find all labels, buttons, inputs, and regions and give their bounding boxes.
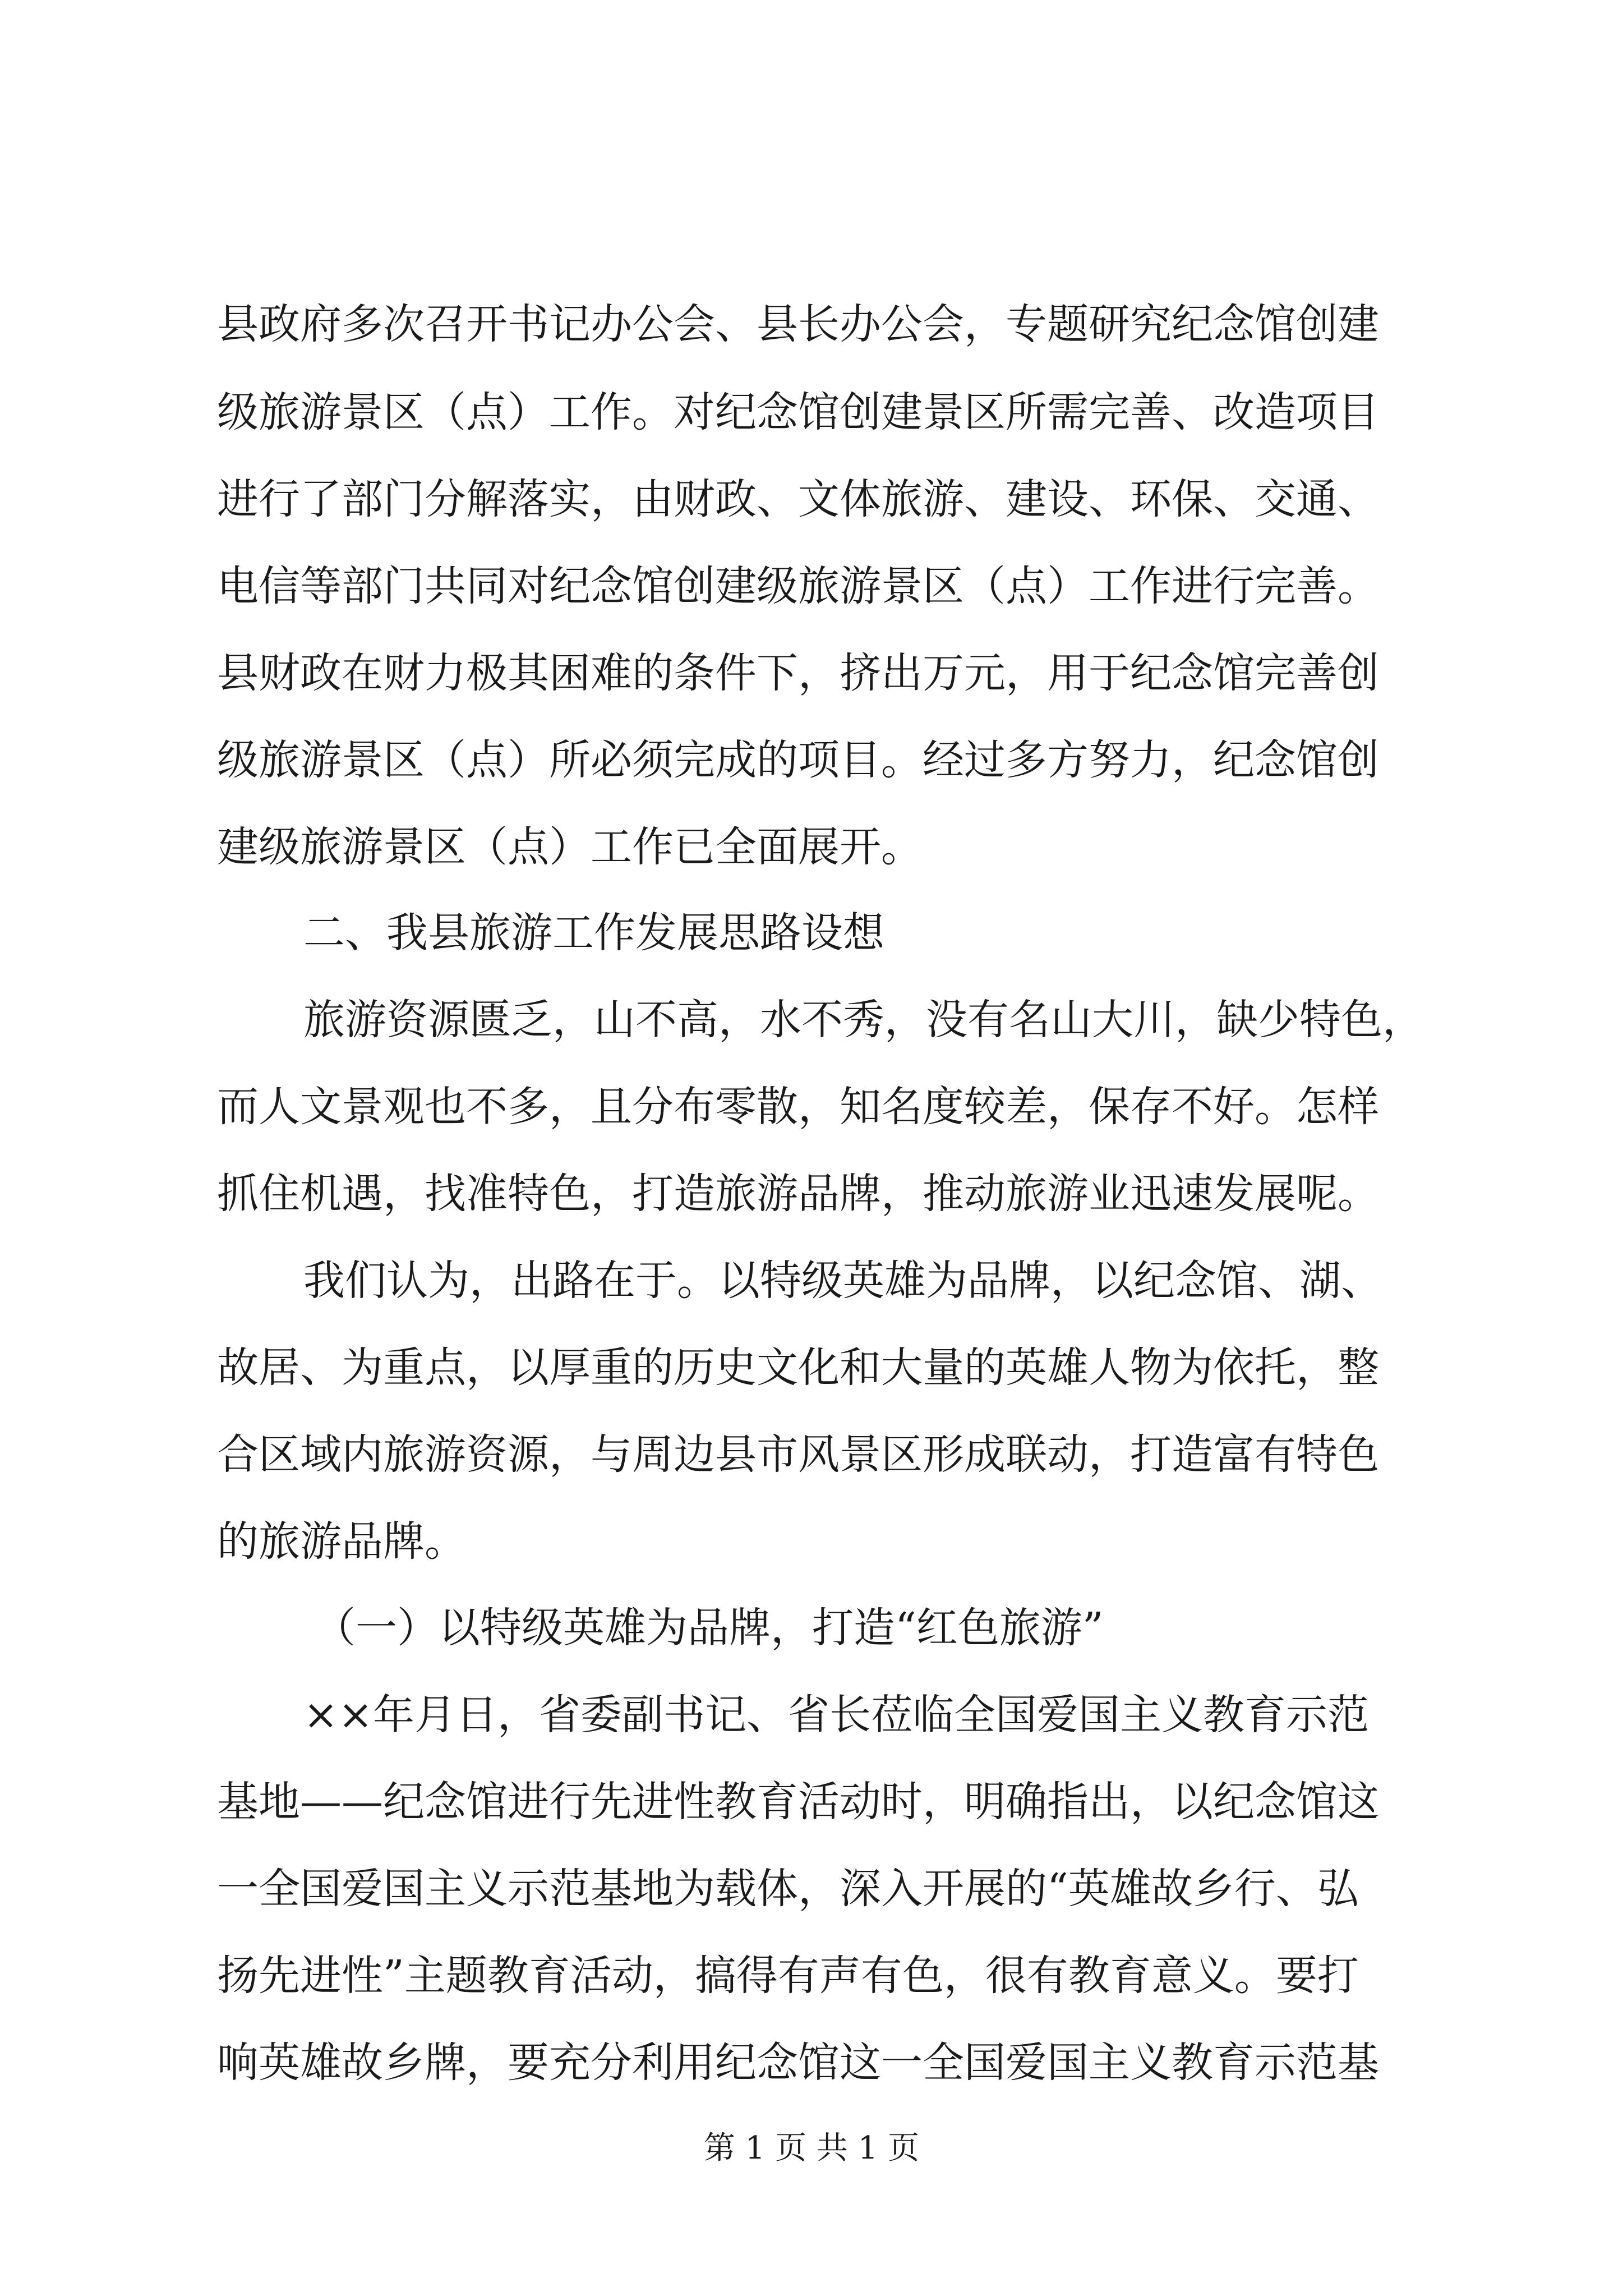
body-line: 建级旅游景区（点）工作已全面展开。 xyxy=(217,823,923,871)
body-line: 进行了部门分解落实，由财政、文体旅游、建设、环保、交通、 xyxy=(217,475,1379,523)
body-line: 县政府多次召开书记办公会、县长办公会，专题研究纪念馆创建 xyxy=(217,300,1379,348)
paragraph-first-line: 我们认为，出路在于。以特级英雄为品牌，以纪念馆、湖、 xyxy=(303,1257,1382,1305)
body-line: 抓住机遇，找准特色，打造旅游品牌，推动旅游业迅速发展呢。 xyxy=(217,1170,1379,1218)
page-footer: 第 1 页 共 1 页 xyxy=(703,2130,920,2166)
body-line: 扬先进性”主题教育活动，搞得有声有色，很有教育意义。要打 xyxy=(217,1952,1359,2000)
body-line: 县财政在财力极其困难的条件下，挤出万元，用于纪念馆完善创 xyxy=(217,649,1379,697)
body-line: 故居、为重点，以厚重的历史文化和大量的英雄人物为依托，整 xyxy=(217,1343,1379,1392)
paragraph-first-line: ××年月日，省委副书记、省长莅临全国爱国主义教育示范 xyxy=(303,1691,1370,1739)
section-heading: 二、我县旅游工作发展思路设想 xyxy=(303,909,884,957)
body-line: 电信等部门共同对纪念馆创建级旅游景区（点）工作进行完善。 xyxy=(217,562,1379,610)
body-line: 级旅游景区（点）所必须完成的项目。经过多方努力，纪念馆创 xyxy=(217,736,1379,784)
body-line: 响英雄故乡牌，要充分利用纪念馆这一全国爱国主义教育示范基 xyxy=(217,2039,1379,2087)
body-line: 的旅游品牌。 xyxy=(217,1517,466,1566)
body-line: 一全国爱国主义示范基地为载体，深入开展的“英雄故乡行、弘 xyxy=(217,1865,1359,1913)
body-line: 级旅游景区（点）工作。对纪念馆创建景区所需完善、改造项目 xyxy=(217,388,1379,436)
subsection-heading: （一）以特级英雄为品牌，打造“红色旅游” xyxy=(314,1604,1104,1652)
body-line: 基地——纪念馆进行先进性教育活动时，明确指出，以纪念馆这 xyxy=(217,1778,1379,1826)
paragraph-first-line: 旅游资源匮乏，山不高，水不秀，没有名山大川，缺少特色， xyxy=(303,996,1424,1044)
body-line: 而人文景观也不多，且分布零散，知名度较差，保存不好。怎样 xyxy=(217,1083,1379,1131)
body-line: 合区域内旅游资源，与周边县市风景区形成联动，打造富有特色 xyxy=(217,1430,1379,1479)
